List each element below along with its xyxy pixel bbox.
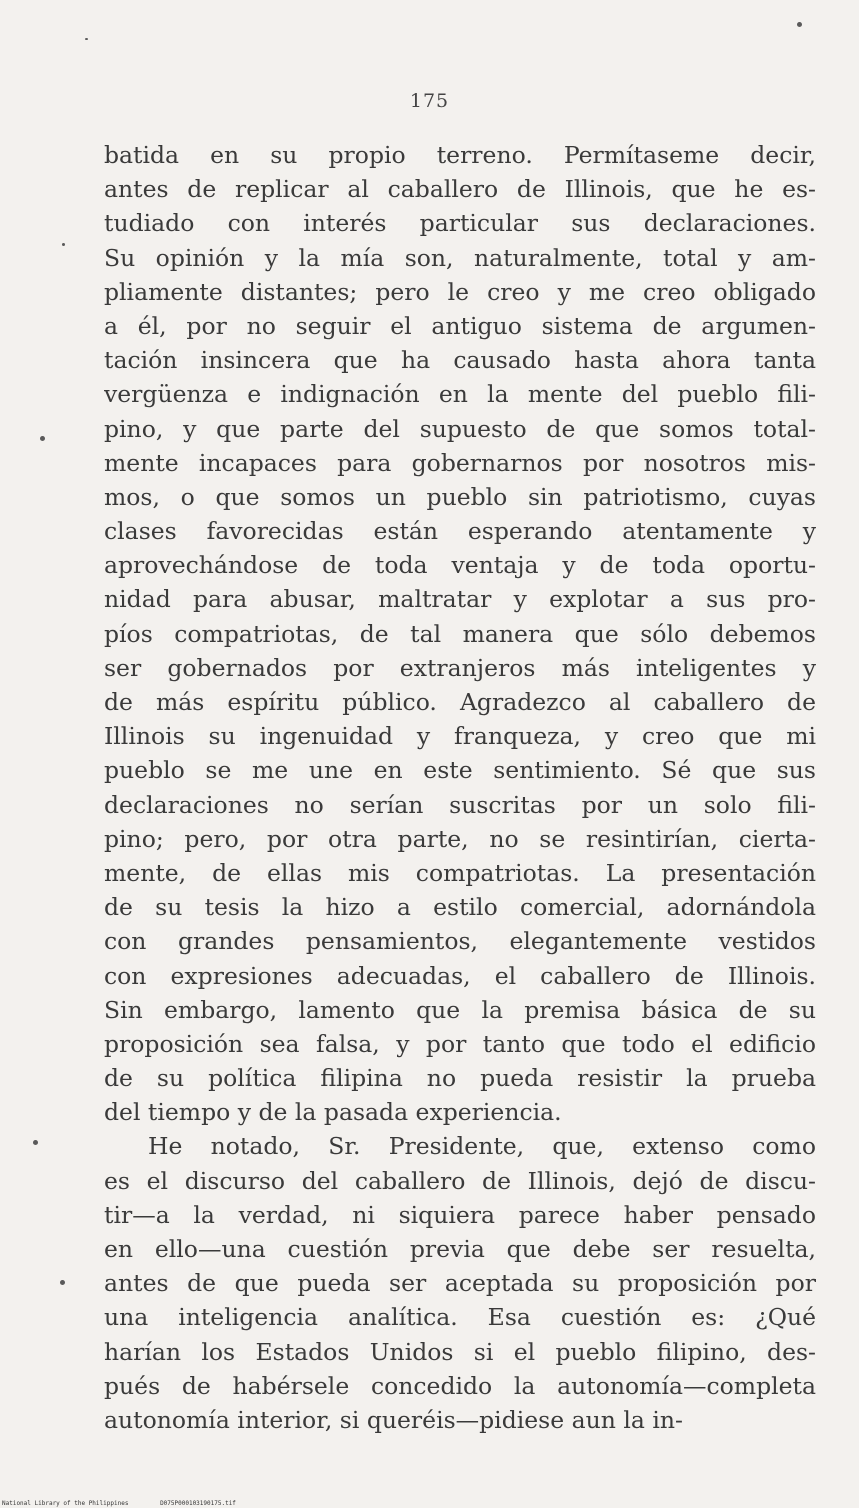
text-line: He notado, Sr. Presidente, que, extenso como <box>148 1132 816 1161</box>
text-line: mente incapaces para gobernarnos por nosotros mis- <box>104 448 816 477</box>
text-line: de más espíritu público. Agradezco al caballero de <box>104 688 816 716</box>
text-line: vergüenza e indignación en la mente del pueblo fili- <box>104 380 816 409</box>
text-line: de su tesis la hizo a estilo comercial, adornándola <box>104 893 816 922</box>
scan-speck <box>797 22 802 27</box>
text-line: pino, y que parte del supuesto de que somos total- <box>104 414 816 443</box>
text-line: mente, de ellas mis compatriotas. La presentación <box>104 858 816 887</box>
text-line: píos compatriotas, de tal manera que sólo debemos <box>104 619 816 648</box>
text-line: harían los Estados Unidos si el pueblo filipino, des- <box>104 1337 816 1366</box>
text-line: de su política filipina no pueda resistir la prueba <box>104 1064 816 1093</box>
body-text <box>104 138 816 1437</box>
text-line: antes de que pueda ser aceptada su proposición por <box>104 1269 816 1298</box>
text-line: del tiempo y de la pasada experiencia. <box>104 1098 562 1127</box>
text-line: mos, o que somos un pueblo sin patriotismo, cuyas <box>104 482 816 511</box>
text-line: declaraciones no serían suscritas por un solo fili- <box>104 790 816 819</box>
text-line: Sin embargo, lamento que la premisa básica de su <box>104 995 816 1024</box>
text-line: a él, por no seguir el antiguo sistema de argumen- <box>104 311 816 340</box>
text-line: Su opinión y la mía son, naturalmente, total y am- <box>104 243 816 272</box>
scan-speck <box>40 436 45 441</box>
text-line: ser gobernados por extranjeros más inteligentes y <box>104 653 816 682</box>
scan-footer <box>2 1500 236 1507</box>
text-line: pueblo se me une en este sentimiento. Sé que sus <box>104 756 816 785</box>
text-line: pués de habérsele concedido la autonomía—completa <box>104 1371 816 1400</box>
text-line: con grandes pensamientos, elegantemente vestidos <box>104 927 816 956</box>
scan-speck <box>85 38 88 40</box>
footer-library: National Library of the Philippines <box>2 1500 129 1507</box>
text-line: pino; pero, por otra parte, no se resintirían, cierta- <box>104 824 816 853</box>
text-line: pliamente distantes; pero le creo y me creo obligado <box>104 277 816 306</box>
footer-file: D075P000103190175.tif <box>160 1500 236 1507</box>
text-line: antes de replicar al caballero de Illinois, que he es- <box>104 175 816 204</box>
text-line: batida en su propio terreno. Permítaseme decir, <box>104 141 816 169</box>
scan-speck <box>60 1280 65 1285</box>
text-line: una inteligencia analítica. Esa cuestión es: ¿Qué <box>104 1303 816 1332</box>
text-line: nidad para abusar, maltratar y explotar a sus pro- <box>104 585 816 614</box>
paragraph-2 <box>104 1129 816 1437</box>
text-line: es el discurso del caballero de Illinois, dejó de discu- <box>104 1166 816 1195</box>
text-line: Illinois su ingenuidad y franqueza, y creo que mi <box>104 722 816 751</box>
text-line: tir—a la verdad, ni siquiera parece haber pensado <box>104 1200 816 1229</box>
text-line: tación insincera que ha causado hasta ahora tanta <box>104 346 816 375</box>
scan-speck <box>62 243 65 246</box>
text-line: proposición sea falsa, y por tanto que todo el edificio <box>104 1029 816 1058</box>
text-line: tudiado con interés particular sus declaraciones. <box>104 209 816 238</box>
page-number: 175 <box>409 90 450 112</box>
text-line: clases favorecidas están esperando atentamente y <box>104 517 816 546</box>
text-line: en ello—una cuestión previa que debe ser resuelta, <box>104 1235 816 1263</box>
paragraph-1 <box>104 138 816 1129</box>
scan-speck <box>33 1140 38 1145</box>
text-line: autonomía interior, si queréis—pidiese aun la in- <box>104 1405 683 1434</box>
text-line: con expresiones adecuadas, el caballero de Illinois. <box>104 961 816 990</box>
text-line: aprovechándose de toda ventaja y de toda oportu- <box>104 551 816 580</box>
